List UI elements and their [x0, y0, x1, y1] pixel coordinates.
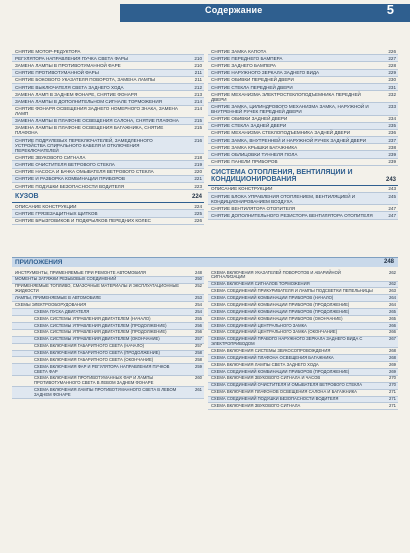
toc-entry[interactable]: [208, 144, 398, 151]
toc-entry[interactable]: [208, 205, 398, 212]
toc-entry-page: 248: [195, 269, 202, 275]
toc-entry-page: 210: [194, 62, 202, 68]
toc-entry-page: 259: [195, 363, 202, 369]
toc-entry[interactable]: [12, 118, 204, 125]
toc-entry-page: 256: [195, 322, 202, 328]
toc-entry[interactable]: [12, 169, 204, 176]
toc-entry-title: СНЯТИЕ СТЕКЛА ЗАДНЕЙ ДВЕРИ: [211, 123, 287, 129]
toc-entry-page: 219: [194, 162, 202, 168]
toc-entry-title: СХЕМА СОЕДИНЕНИЙ ЦЕНТРАЛЬНОГО ЗАМКА (ОКОНЧАНИЕ): [211, 329, 338, 335]
toc-entry-page: 210: [194, 55, 202, 61]
toc-entry-title: СХЕМЫ ЭЛЕКТРООБОРУДОВАНИЯ: [15, 301, 87, 307]
toc-entry[interactable]: [208, 137, 398, 144]
toc-entry-page: 225: [194, 210, 202, 216]
toc-entry-title: СНЯТИЕ ОЧИСТИТЕЛЯ ВЕТРОВОГО СТЕКЛА: [15, 162, 115, 168]
toc-entry-title: СХЕМА СОЕДИНЕНИЙ ПРИКУРИВАТЕЛЯ И ЛАМПЫ ПОДСВЕТКИ ПЕПЕЛЬНИЦЫ: [211, 288, 373, 294]
toc-entry[interactable]: [12, 125, 204, 137]
toc-entry-title: СХЕМА ВКЛЮЧЕНИЯ ГАБАРИТНОГО СВЕТА (НАЧАЛО): [34, 343, 144, 349]
toc-entry-title: РЕГУЛЯТОРА НАПРАВЛЕНИЯ ПУЧКА СВЕТА ФАРЫ: [15, 55, 129, 61]
toc-entry[interactable]: [208, 70, 398, 77]
toc-entry[interactable]: [12, 161, 204, 168]
toc-entry-page: 263: [389, 288, 396, 294]
toc-entry-title: СХЕМА ВКЛЮЧЕНИЯ УКАЗАТЕЛЕЙ ПОВОРОТОВ И АВАРИЙНОЙ СИГНАЛИЗАЦИИ: [211, 269, 341, 280]
toc-entry-title: СНЯТИЕ И РАЗБОРКА КОМБИНАЦИИ ПРИБОРОВ: [15, 176, 125, 182]
toc-entry-page: 262: [389, 269, 396, 275]
toc-entry-title: СНЯТИЕ ЗАМКА, ЦИЛИНДРОВОГО МЕХАНИЗМА ЗАМКА, НАРУЖНОЙ И ВНУТРЕННЕЙ РУЧЕК ПЕРЕДНЕЙ ДВЕРИ: [211, 103, 369, 114]
toc-entry-page: 243: [388, 186, 396, 192]
toc-entry-title: СХЕМА СОЕДИНЕНИЙ КОМБИНАЦИИ ПРИБОРОВ (НАЧАЛО): [211, 294, 334, 300]
toc-entry-title: СХЕМА ВКЛЮЧЕНИЯ СИСТЕМЫ ЗВУКОСОПРОВОЖДЕНИЯ: [211, 347, 331, 353]
toc-entry[interactable]: [208, 193, 398, 205]
appendix-entry[interactable]: [208, 309, 398, 316]
toc-entry-title: СНЯТИЕ ЗАДНЕГО БАМПЕРА: [211, 62, 276, 68]
toc-entry[interactable]: [12, 48, 204, 55]
toc-entry-title: СХЕМА ВКЛЮЧЕНИЯ ГАБАРИТНОГО СВЕТА (ПРОДОЛЖЕНИЕ): [34, 350, 160, 356]
toc-entry-title: СНЯТИЕ БРЫЗГОВИКОВ И ПОДКРЫЛКОВ ПЕРЕДНИХ КОЛЕС: [15, 218, 151, 224]
appendix-column-right: [208, 270, 398, 410]
toc-entry[interactable]: [208, 77, 398, 84]
toc-entry-title: СНЯТИЕ ПЕРЕДНЕГО БАМПЕРА: [211, 55, 283, 61]
toc-entry-title: СНЯТИЕ ПАНЕЛИ ПРИБОРОВ: [211, 159, 278, 165]
toc-entry[interactable]: [208, 186, 398, 193]
toc-entry-title: СХЕМА СОЕДИНЕНИЙ КОМБИНАЦИИ ПРИБОРОВ (ПРОДОЛЖЕНИЕ): [211, 308, 350, 314]
toc-entry-page: 247: [388, 212, 396, 218]
toc-entry-page: 250: [195, 276, 202, 282]
toc-entry[interactable]: [12, 77, 204, 84]
toc-entry-page: 269: [389, 368, 396, 374]
toc-entry-page: 239: [388, 159, 396, 165]
toc-entry-title: ОПИСАНИЕ КОНСТРУКЦИИ: [211, 186, 273, 192]
toc-entry-page: 237: [388, 137, 396, 143]
toc-entry-page: 238: [388, 144, 396, 150]
toc-entry-page: 270: [389, 375, 396, 381]
toc-entry-page: 256: [195, 329, 202, 335]
toc-entry-page: 253: [195, 294, 202, 300]
appendix-entry[interactable]: [208, 403, 398, 410]
toc-entry[interactable]: [12, 106, 204, 118]
toc-entry-page: 264: [389, 294, 396, 300]
toc-entry[interactable]: [208, 159, 398, 166]
toc-entry-page: 214: [194, 106, 202, 112]
toc-entry[interactable]: [12, 91, 204, 98]
toc-entry-page: 229: [388, 70, 396, 76]
toc-entry-page: 271: [389, 396, 396, 402]
toc-entry-title: СНЯТИЕ ОБЛИЦОВКИ ТУННЕЛЯ ПОЛА: [211, 152, 298, 158]
toc-entry-title: СХЕМА СОЕДИНЕНИЙ ПОДУШКИ БЕЗОПАСНОСТИ ВОДИТЕЛЯ: [211, 396, 339, 402]
toc-entry-title: СНЯТИЕ МЕХАНИЗМА ЭЛЕКТРОСТЕКЛОПОДЪЕМНИКА ПЕРЕДНЕЙ ДВЕРИ: [211, 91, 361, 102]
toc-entry-page: 257: [195, 336, 202, 342]
toc-entry-page: 247: [388, 205, 396, 211]
toc-entry-title: СНЯТИЕ ФОНАРЯ ОСВЕЩЕНИЯ ЗАДНЕГО НОМЕРНОГО ЗНАКА, ЗАМЕНА ЛАМП: [15, 106, 178, 117]
appendix-column-left: [12, 270, 204, 399]
toc-entry-title: СНЯТИЕ ОБИВКИ ЗАДНЕЙ ДВЕРИ: [211, 116, 288, 122]
toc-entry[interactable]: [208, 130, 398, 137]
toc-entry-page: 268: [389, 354, 396, 360]
toc-entry-page: 224: [194, 203, 202, 209]
toc-entry[interactable]: [12, 203, 204, 210]
toc-entry-page: 233: [388, 103, 396, 109]
toc-entry-title: СХЕМА ВКЛЮЧЕНИЯ ПЛАФОНОВ ОСВЕЩЕНИЯ САЛОНА И БАГАЖНИКА: [211, 389, 357, 395]
toc-entry-page: 216: [194, 137, 202, 143]
toc-entry-page: 269: [389, 361, 396, 367]
toc-entry[interactable]: [208, 55, 398, 62]
toc-entry-title: СНЯТИЕ ЗВУКОВОГО СИГНАЛА: [15, 154, 86, 160]
toc-entry-page: 227: [388, 55, 396, 61]
toc-entry-page: 234: [388, 116, 396, 122]
toc-entry[interactable]: [208, 91, 398, 103]
appendix-entry[interactable]: [12, 364, 204, 376]
toc-entry-title: СНЯТИЕ НАРУЖНОГО ЗЕРКАЛА ЗАДНЕГО ВИДА: [211, 70, 320, 76]
toc-entry[interactable]: [208, 62, 398, 69]
toc-entry-title: ИНСТРУМЕНТЫ, ПРИМЕНЯЕМЫЕ ПРИ РЕМОНТЕ АВТОМОБИЛЯ: [15, 269, 146, 275]
toc-entry[interactable]: [12, 137, 204, 154]
toc-entry-title: ПРИМЕНЯЕМЫЕ ТОПЛИВО, СМАЗОЧНЫЕ МАТЕРИАЛЫ И ЭКСПЛУАТАЦИОННЫЕ ЖИДКОСТИ: [15, 283, 179, 294]
toc-entry-title: СХЕМА ВКЛЮЧЕНИЯ ФАР И РЕГУЛЯТОРА НАПРАВЛЕНИЯ ПУЧКОВ СВЕТА ФАР: [34, 363, 170, 374]
toc-entry-title: СХЕМА ПУСКА ДВИГАТЕЛЯ: [34, 308, 90, 314]
toc-entry-page: 220: [194, 169, 202, 175]
toc-entry-title: СХЕМА ВКЛЮЧЕНИЯ ПРОТИВОТУМАННЫХ ФАР И ЛАМПЫ ПРОТИВОТУМАННОГО СВЕТА В ЛЕВОМ ЗАДНЕМ ФОНАРЕ: [34, 375, 154, 386]
toc-entry-page: 261: [195, 387, 202, 393]
toc-entry[interactable]: [208, 116, 398, 123]
toc-entry-page: 271: [389, 389, 396, 395]
toc-entry-page: 221: [194, 176, 202, 182]
toc-entry-page: 252: [195, 283, 202, 289]
toc-entry-title: ЗАМЕНА ЛАМП В ЗАДНЕМ ФОНАРЕ, СНЯТИЕ ФОНАРЯ: [15, 91, 138, 97]
toc-entry-page: 255: [195, 315, 202, 321]
toc-entry[interactable]: [12, 183, 204, 190]
toc-entry-title: СХЕМА СОЕДИНЕНИЙ КОМБИНАЦИИ ПРИБОРОВ (ПРОДОЛЖЕНИЕ): [211, 301, 350, 307]
appendix-entry[interactable]: [208, 316, 398, 323]
toc-column-left: [12, 48, 204, 225]
toc-entry-title: СНЯТИЕ ДОПОЛНИТЕЛЬНОГО РЕЗИСТОРА ВЕНТИЛЯТОРА ОТОПИТЕЛЯ: [211, 212, 373, 218]
toc-column-right: [208, 48, 398, 220]
toc-entry-title: МОМЕНТЫ ЗАТЯЖКИ РЕЗЬБОВЫХ СОЕДИНЕНИЙ: [15, 276, 117, 282]
toc-entry[interactable]: [12, 218, 204, 225]
toc-entry-title: СХЕМА ВКЛЮЧЕНИЯ ЛАМПЫ СВЕТА ЗАДНЕГО ХОДА: [211, 361, 319, 367]
toc-entry-title: СНЯТИЕ ПОДУШКИ БЕЗОПАСНОСТИ ВОДИТЕЛЯ: [15, 183, 125, 189]
page-title: Содержание: [205, 5, 263, 15]
toc-entry-page: 228: [388, 62, 396, 68]
toc-entry[interactable]: [12, 84, 204, 91]
toc-entry-page: 258: [195, 350, 202, 356]
toc-entry-page: 230: [388, 77, 396, 83]
toc-entry-page: 232: [388, 91, 396, 97]
toc-entry[interactable]: [208, 212, 398, 219]
toc-entry-title: СХЕМА СОЕДИНЕНИЙ ЦЕНТРАЛЬНОГО ЗАМКА: [211, 322, 307, 328]
toc-entry-page: 213: [194, 91, 202, 97]
toc-entry-page: 267: [389, 336, 396, 342]
appendix-heading[interactable]: ПРИЛОЖЕНИЯ 248: [12, 257, 398, 267]
toc-entry-page: 254: [195, 301, 202, 307]
section-heading-heating[interactable]: СИСТЕМА ОТОПЛЕНИЯ, ВЕНТИЛЯЦИИ И КОНДИЦИОНИРОВАНИЯ 243: [208, 166, 398, 186]
toc-entry-page: 264: [389, 301, 396, 307]
toc-entry-title: СХЕМА ВКЛЮЧЕНИЯ ЗВУКОВОГО СИГНАЛА И ЧАСОВ: [211, 375, 321, 381]
header-bar: [120, 4, 410, 22]
toc-entry-title: СНЯТИЕ ПРОТИВОТУМАННОЙ ФАРЫ: [15, 70, 99, 76]
toc-entry-page: 215: [194, 125, 202, 131]
toc-entry-title: СНЯТИЕ ЗАМКА КРЫШКИ БАГАЖНИКА: [211, 144, 298, 150]
appendix-entry[interactable]: [12, 316, 204, 323]
appendix-entry[interactable]: [12, 284, 204, 296]
toc-entry[interactable]: [12, 210, 204, 217]
toc-entry[interactable]: [12, 98, 204, 105]
toc-entry-page: 223: [194, 183, 202, 189]
toc-entry-title: ЗАМЕНА ЛАМПЫ В ПРОТИВОТУМАННОЙ ФАРЕ: [15, 62, 121, 68]
appendix-entry[interactable]: [12, 387, 204, 399]
toc-entry-title: СХЕМА ВКЛЮЧЕНИЯ ЛАМПЫ ПРОТИВОТУМАННОГО СВЕТА В ЛЕВОМ ЗАДНЕМ ФОНАРЕ: [34, 387, 177, 397]
toc-entry-page: 265: [389, 315, 396, 321]
toc-entry-page: 268: [389, 347, 396, 353]
toc-entry[interactable]: [208, 84, 398, 91]
toc-entry-title: ОПИСАНИЕ КОНСТРУКЦИИ: [15, 203, 77, 209]
toc-entry[interactable]: [12, 55, 204, 62]
toc-entry-title: СНЯТИЕ МЕХАНИЗМА СТЕКЛОПОДЪЕМНИКА ЗАДНЕЙ ДВЕРИ: [211, 130, 350, 136]
toc-entry-title: СНЯТИЕ ПОДРУЛЕВЫХ ПЕРЕКЛЮЧАТЕЛЕЙ, ЗАМЕДЛЕННОГО УСТРОЙСТВА СПИРАЛЬНОГО КАБЕЛЯ И ОТКЛЮЧЕНИЯ ПЕРЕКЛЮЧАТЕЛЕЙ: [15, 137, 153, 153]
toc-entry-page: 258: [195, 356, 202, 362]
appendix-entry[interactable]: [208, 362, 398, 369]
toc-entry-title: СНЯТИЕ БОКОВОГО УКАЗАТЕЛЯ ПОВОРОТА, ЗАМЕНА ЛАМПЫ: [15, 77, 156, 83]
appendix-entry[interactable]: [12, 309, 204, 316]
appendix-entry[interactable]: [208, 270, 398, 282]
appendix-entry[interactable]: [208, 337, 398, 349]
toc-entry-page: 254: [195, 308, 202, 314]
toc-entry-title: СХЕМА ВКЛЮЧЕНИЯ СИГНАЛОВ ТОРМОЖЕНИЯ: [211, 281, 310, 287]
section-heading-body[interactable]: КУЗОВ 224: [12, 190, 204, 203]
toc-entry-page: 231: [388, 84, 396, 90]
toc-entry-title: СХЕМА СИСТЕМЫ УПРАВЛЕНИЯ ДВИГАТЕЛЕМ (ПРОДОЛЖЕНИЕ): [34, 322, 167, 328]
toc-entry-page: 266: [389, 329, 396, 335]
appendix-entry[interactable]: [12, 376, 204, 388]
toc-entry-page: 266: [389, 322, 396, 328]
toc-entry[interactable]: [208, 103, 398, 115]
toc-entry-page: 236: [388, 130, 396, 136]
toc-entry-title: СХЕМА СИСТЕМЫ УПРАВЛЕНИЯ ДВИГАТЕЛЕМ (НАЧАЛО): [34, 315, 151, 321]
toc-entry-title: СХЕМА СОЕДИНЕНИЙ ПРАВОГО НАРУЖНОГО ЗЕРКАЛА ЗАДНЕГО ВИДА С ЭЛЕКТРОПРИВОДОМ: [211, 336, 363, 347]
toc-entry-page: 262: [389, 281, 396, 287]
toc-entry-title: СХЕМА ВКЛЮЧЕНИЯ ГАБАРИТНОГО СВЕТА (ОКОНЧАНИЕ): [34, 356, 154, 362]
toc-entry-title: СХЕМА СИСТЕМЫ УПРАВЛЕНИЯ ДВИГАТЕЛЕМ (ОКОНЧАНИЕ): [34, 336, 160, 342]
toc-entry-page: 211: [194, 70, 202, 76]
toc-entry-title: ЛАМПЫ, ПРИМЕНЯЕМЫЕ В АВТОМОБИЛЕ: [15, 294, 102, 300]
toc-entry-title: ЗАМЕНА ЛАМПЫ В ПЛАФОНЕ ОСВЕЩЕНИЯ БАГАЖНИКА, СНЯТИЕ ПЛАФОНА: [15, 125, 164, 136]
toc-entry[interactable]: [208, 123, 398, 130]
toc-entry-title: СНЯТИЕ МОТОР-РЕДУКТОРА: [15, 48, 81, 54]
page-number: 5: [386, 2, 394, 17]
toc-entry-title: СНЯТИЕ НАСОСА И БАЧКА ОМЫВАТЕЛЯ ВЕТРОВОГО СТЕКЛА: [15, 169, 154, 175]
toc-entry-title: СХЕМА СОЕДИНЕНИЙ КОМБИНАЦИИ ПРИБОРОВ (ПРОДОЛЖЕНИЕ): [211, 368, 350, 374]
toc-entry-page: 214: [194, 98, 202, 104]
toc-entry[interactable]: [208, 151, 398, 158]
toc-entry-title: СХЕМА СОЕДИНЕНИЙ ОЧИСТИТЕЛЯ И ОМЫВАТЕЛЯ ВЕТРОВОГО СТЕКЛА: [211, 382, 363, 388]
toc-entry-title: СНЯТИЕ ОБИВКИ ПЕРЕДНЕЙ ДВЕРИ: [211, 77, 294, 83]
toc-entry-title: СНЯТИЕ ЗАМКА КАПОТА: [211, 48, 267, 54]
toc-entry-title: СХЕМА ВКЛЮЧЕНИЯ ЗВУКОВОГО СИГНАЛА: [211, 403, 301, 409]
toc-entry-page: 215: [194, 118, 202, 124]
toc-entry-page: 239: [388, 152, 396, 158]
toc-entry-page: 212: [194, 84, 202, 90]
toc-entry-page: 257: [195, 343, 202, 349]
toc-entry-title: СХЕМА СИСТЕМЫ УПРАВЛЕНИЯ ДВИГАТЕЛЕМ (ПРОДОЛЖЕНИЕ): [34, 329, 167, 335]
toc-entry-page: 271: [389, 403, 396, 409]
toc-entry-title: СНЯТИЕ СТЕКЛА ПЕРЕДНЕЙ ДВЕРИ: [211, 84, 293, 90]
toc-entry-page: 218: [194, 154, 202, 160]
toc-entry-page: 226: [194, 218, 202, 224]
toc-entry-title: СХЕМА СОЕДИНЕНИЙ ПЛАФОНА ОСВЕЩЕНИЯ БАГАЖНИКА: [211, 354, 334, 360]
toc-entry-title: СХЕМА СОЕДИНЕНИЙ КОМБИНАЦИИ ПРИБОРОВ (ОКОНЧАНИЕ): [211, 315, 343, 321]
toc-entry-title: СНЯТИЕ ВЕНТИЛЯТОРА ОТОПИТЕЛЯ: [211, 205, 296, 211]
toc-entry-title: ЗАМЕНА ЛАМПЫ В ПЛАФОНЕ ОСВЕЩЕНИЯ САЛОНА, СНЯТИЕ ПЛАФОНА: [15, 118, 179, 124]
toc-entry-page: 265: [389, 308, 396, 314]
toc-entry-page: 226: [388, 48, 396, 54]
toc-entry-title: СНЯТИЕ ГРЯЗЕЗАЩИТНЫХ ЩИТКОВ: [15, 210, 98, 216]
toc-entry[interactable]: [12, 62, 204, 69]
toc-entry-page: 211: [194, 77, 202, 83]
toc-entry-page: 235: [388, 123, 396, 129]
toc-entry-title: ЗАМЕНА ЛАМПЫ В ДОПОЛНИТЕЛЬНОМ СИГНАЛЕ ТОРМОЖЕНИЯ: [15, 98, 162, 104]
toc-entry[interactable]: [12, 154, 204, 161]
toc-entry-title: СНЯТИЕ БЛОКА УПРАВЛЕНИЯ ОТОПЛЕНИЕМ, ВЕНТИЛЯЦИЕЙ И КОНДИЦИОНИРОВАНИЕМ ВОЗДУХА: [211, 193, 356, 204]
toc-entry-page: 260: [195, 375, 202, 381]
toc-entry-title: СНЯТИЕ ВЫКЛЮЧАТЕЛЯ СВЕТА ЗАДНЕГО ХОДА: [15, 84, 124, 90]
toc-entry-page: 245: [388, 193, 396, 199]
toc-entry[interactable]: [208, 48, 398, 55]
toc-entry[interactable]: [12, 176, 204, 183]
toc-entry[interactable]: [12, 70, 204, 77]
toc-entry-title: СНЯТИЕ ЗАМКА, ВНУТРЕННЕЙ И НАРУЖНОЙ РУЧЕК ЗАДНЕЙ ДВЕРИ: [211, 137, 367, 143]
toc-entry-page: 270: [389, 382, 396, 388]
